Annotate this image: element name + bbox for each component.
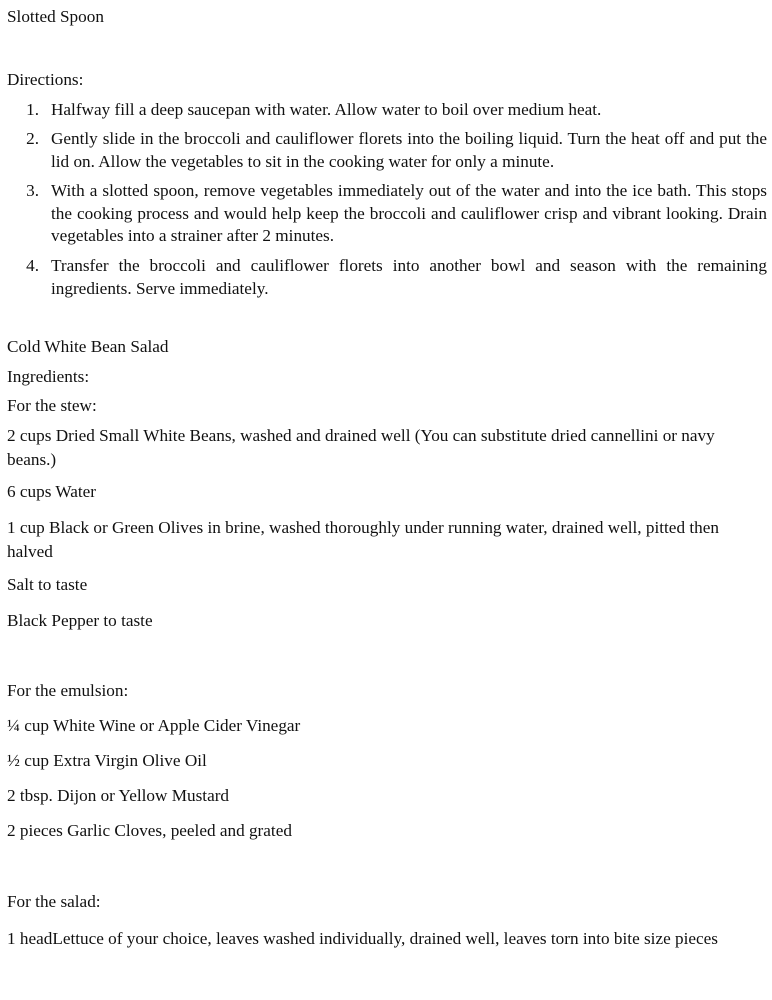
step-text: With a slotted spoon, remove vegetables immediately out of the water and into the ice bath. This stops the cooking process and would help keep the broccoli and cauliflower crisp and vibrant looking. Drain vegetables into a strainer after 2 minutes. — [51, 181, 767, 245]
directions-heading: Directions: — [7, 70, 84, 89]
ingredient-line: 6 cups Water — [7, 482, 96, 501]
step-text: Transfer the broccoli and cauliflower florets into another bowl and season with the remaining ingredients. Serve immediately. — [51, 256, 767, 298]
salad-heading: For the salad: — [7, 892, 101, 911]
ingredients-heading: Ingredients: — [7, 367, 90, 386]
ingredient-line: 2 cups Dried Small White Beans, washed and drained well (You can substitute dried cannellini or navy beans.) — [7, 426, 715, 469]
ingredient-line: 1 cup Black or Green Olives in brine, washed thoroughly under running water, drained well, pitted then halved — [7, 518, 719, 561]
step-number: 3. — [26, 181, 39, 200]
ingredient-line: 2 tbsp. Dijon or Yellow Mustard — [7, 786, 230, 805]
step-text: Gently slide in the broccoli and cauliflower florets into the boiling liquid. Turn the heat off and put the lid on. Allow the vegetables to sit in the cooking water for only a minute. — [51, 129, 767, 171]
ingredient-line: Black Pepper to taste — [7, 611, 153, 630]
stew-heading: For the stew: — [7, 396, 97, 415]
step-number: 1. — [26, 100, 39, 119]
ingredient-line: ½ cup Extra Virgin Olive Oil — [7, 751, 207, 770]
emulsion-heading: For the emulsion: — [7, 681, 129, 700]
step-number: 2. — [26, 129, 39, 148]
ingredient-line: ¼ cup White Wine or Apple Cider Vinegar — [7, 716, 301, 735]
ingredient-line: Slotted Spoon — [7, 7, 104, 26]
ingredient-line: 2 pieces Garlic Cloves, peeled and grated — [7, 821, 292, 840]
ingredient-line: Salt to taste — [7, 575, 88, 594]
recipe-title: Cold White Bean Salad — [7, 337, 169, 356]
step-text: Halfway fill a deep saucepan with water. Allow water to boil over medium heat. — [51, 100, 602, 119]
ingredient-line: 1 headLettuce of your choice, leaves washed individually, drained well, leaves torn into bite size pieces — [7, 929, 718, 948]
step-number: 4. — [26, 256, 39, 275]
